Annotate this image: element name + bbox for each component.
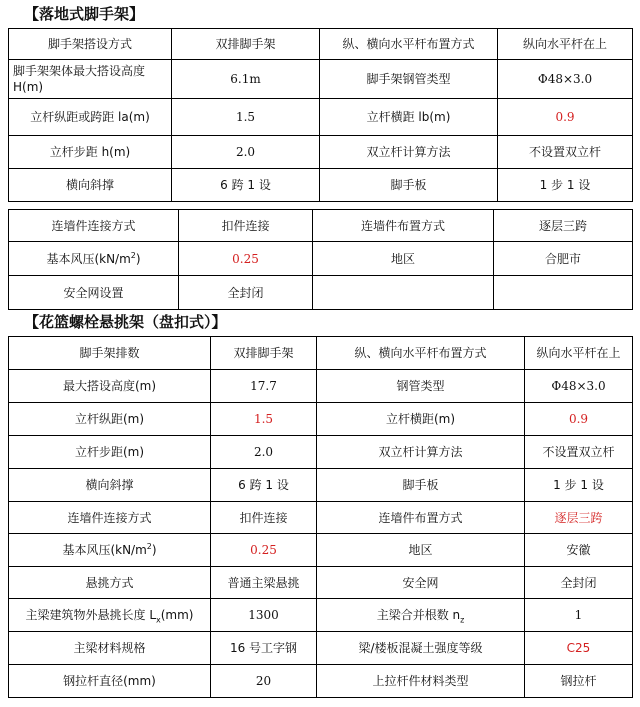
- value-wind-pressure: 0.25: [179, 242, 313, 276]
- value-region: 合肥市: [494, 242, 633, 276]
- label-bar-layout: 纵、横向水平杆布置方式: [317, 337, 525, 370]
- label-region: 地区: [313, 242, 494, 276]
- scaffold-params-table-2: [8, 209, 633, 310]
- value-max-height: 17.7: [211, 370, 317, 403]
- value-step: 2.0: [211, 436, 317, 469]
- wind-unit-sup: 2: [146, 542, 152, 551]
- value-bar-layout: 纵向水平杆在上: [525, 337, 633, 370]
- value-step: 2.0: [172, 136, 320, 169]
- empty-cell: [313, 276, 494, 310]
- value-rod-material: 钢拉杆: [525, 665, 633, 698]
- value-beam-count: 1: [525, 599, 633, 632]
- beam-count-text: 主梁合并根数 n: [376, 608, 461, 622]
- value-trans-spacing: 0.9: [498, 99, 633, 136]
- wind-pressure-text: 基本风压(kN/m: [62, 543, 147, 557]
- label-wind-pressure: [9, 534, 211, 567]
- value-erect-method: 双排脚手架: [172, 29, 320, 60]
- value-double-pole: 不设置双立杆: [525, 436, 633, 469]
- label-step: 立杆步距(m): [9, 436, 211, 469]
- label-tube-type: 脚手架钢管类型: [320, 60, 498, 99]
- label-tube-type: 钢管类型: [317, 370, 525, 403]
- value-diag-brace: 6 跨 1 设: [172, 169, 320, 202]
- section2-title: 【花篮螺栓悬挑架（盘扣式）】: [24, 313, 227, 331]
- table-row: [9, 632, 633, 665]
- table-row: [9, 242, 633, 276]
- value-double-pole: 不设置双立杆: [498, 136, 633, 169]
- label-tie-connection: 连墙件连接方式: [9, 502, 211, 534]
- label-wind-pressure: [9, 242, 179, 276]
- value-concrete-grade: C25: [525, 632, 633, 665]
- label-concrete-grade: 梁/楼板混凝土强度等级: [317, 632, 525, 665]
- beam-count-sub: z: [460, 615, 465, 625]
- wind-unit-sup: 2: [130, 250, 136, 260]
- label-erect-method: 脚手架搭设方式: [9, 29, 172, 60]
- table-row: [9, 599, 633, 632]
- table-row: [9, 276, 633, 310]
- scaffold-params-table-1: [8, 28, 633, 202]
- value-wind-pressure: 0.25: [211, 534, 317, 567]
- label-rod-material: 上拉杆件材料类型: [317, 665, 525, 698]
- label-scaffold-board: 脚手板: [317, 469, 525, 502]
- value-rows: 双排脚手架: [211, 337, 317, 370]
- label-cantilever-method: 悬挑方式: [9, 567, 211, 599]
- table-row: [9, 210, 633, 242]
- label-double-pole: 双立杆计算方法: [320, 136, 498, 169]
- overhang-unit: (mm): [160, 608, 194, 622]
- label-tie-connection: 连墙件连接方式: [9, 210, 179, 242]
- value-tie-connection: 扣件连接: [211, 502, 317, 534]
- wind-unit-close: ): [135, 251, 141, 266]
- overhang-sub: x: [156, 615, 161, 625]
- value-tie-layout: 逐层三跨: [525, 502, 633, 534]
- overhang-text: 主梁建筑物外悬挑长度 L: [25, 608, 157, 622]
- label-scaffold-board: 脚手板: [320, 169, 498, 202]
- table-row: [9, 169, 633, 202]
- value-diag-brace: 6 跨 1 设: [211, 469, 317, 502]
- table-row: [9, 29, 633, 60]
- table-row: [9, 337, 633, 370]
- label-diag-brace: 横向斜撑: [9, 469, 211, 502]
- value-scaffold-board: 1 步 1 设: [498, 169, 633, 202]
- label-trans-spacing: 立杆横距 lb(m): [320, 99, 498, 136]
- label-beam-spec: 主梁材料规格: [9, 632, 211, 665]
- table-row: [9, 99, 633, 136]
- value-safety-net: 全封闭: [179, 276, 313, 310]
- value-cantilever-method: 普通主梁悬挑: [211, 567, 317, 599]
- label-step: 立杆步距 h(m): [9, 136, 172, 169]
- label-bar-layout: 纵、横向水平杆布置方式: [320, 29, 498, 60]
- table-row: [9, 534, 633, 567]
- table-row: [9, 136, 633, 169]
- label-long-spacing: 立杆纵距(m): [9, 403, 211, 436]
- value-trans-spacing: 0.9: [525, 403, 633, 436]
- label-tie-layout: 连墙件布置方式: [317, 502, 525, 534]
- label-double-pole: 双立杆计算方法: [317, 436, 525, 469]
- table-row: [9, 469, 633, 502]
- label-diag-brace: 横向斜撑: [9, 169, 172, 202]
- label-region: 地区: [317, 534, 525, 567]
- value-bar-layout: 纵向水平杆在上: [498, 29, 633, 60]
- label-max-height: 最大搭设高度(m): [9, 370, 211, 403]
- table-row: [9, 502, 633, 534]
- label-rod-diameter: 钢拉杆直径(mm): [9, 665, 211, 698]
- value-region: 安徽: [525, 534, 633, 567]
- value-tube-type: Φ48×3.0: [498, 60, 633, 99]
- table-row: [9, 436, 633, 469]
- value-long-spacing: 1.5: [172, 99, 320, 136]
- value-tie-connection: 扣件连接: [179, 210, 313, 242]
- cantilever-params-table: [8, 336, 633, 698]
- value-safety-net: 全封闭: [525, 567, 633, 599]
- value-scaffold-board: 1 步 1 设: [525, 469, 633, 502]
- value-beam-spec: 16 号工字钢: [211, 632, 317, 665]
- table-row: [9, 665, 633, 698]
- value-max-height: 6.1m: [172, 60, 320, 99]
- label-overhang-length: [9, 599, 211, 632]
- table-row: [9, 370, 633, 403]
- value-tube-type: Φ48×3.0: [525, 370, 633, 403]
- label-tie-layout: 连墙件布置方式: [313, 210, 494, 242]
- wind-pressure-text: 基本风压(kN/m: [46, 251, 131, 266]
- empty-cell: [494, 276, 633, 310]
- label-rows: 脚手架排数: [9, 337, 211, 370]
- label-trans-spacing: 立杆横距(m): [317, 403, 525, 436]
- label-max-height: 脚手架架体最大搭设高度H(m): [9, 60, 172, 99]
- label-long-spacing: 立杆纵距或跨距 la(m): [9, 99, 172, 136]
- label-safety-net: 安全网设置: [9, 276, 179, 310]
- label-beam-count: [317, 599, 525, 632]
- value-long-spacing: 1.5: [211, 403, 317, 436]
- table-row: [9, 567, 633, 599]
- value-rod-diameter: 20: [211, 665, 317, 698]
- table-row: [9, 60, 633, 99]
- value-tie-layout: 逐层三跨: [494, 210, 633, 242]
- value-overhang-length: 1300: [211, 599, 317, 632]
- section1-title: 【落地式脚手架】: [24, 5, 145, 23]
- wind-unit-close: ): [151, 543, 157, 557]
- label-safety-net: 安全网: [317, 567, 525, 599]
- table-row: [9, 403, 633, 436]
